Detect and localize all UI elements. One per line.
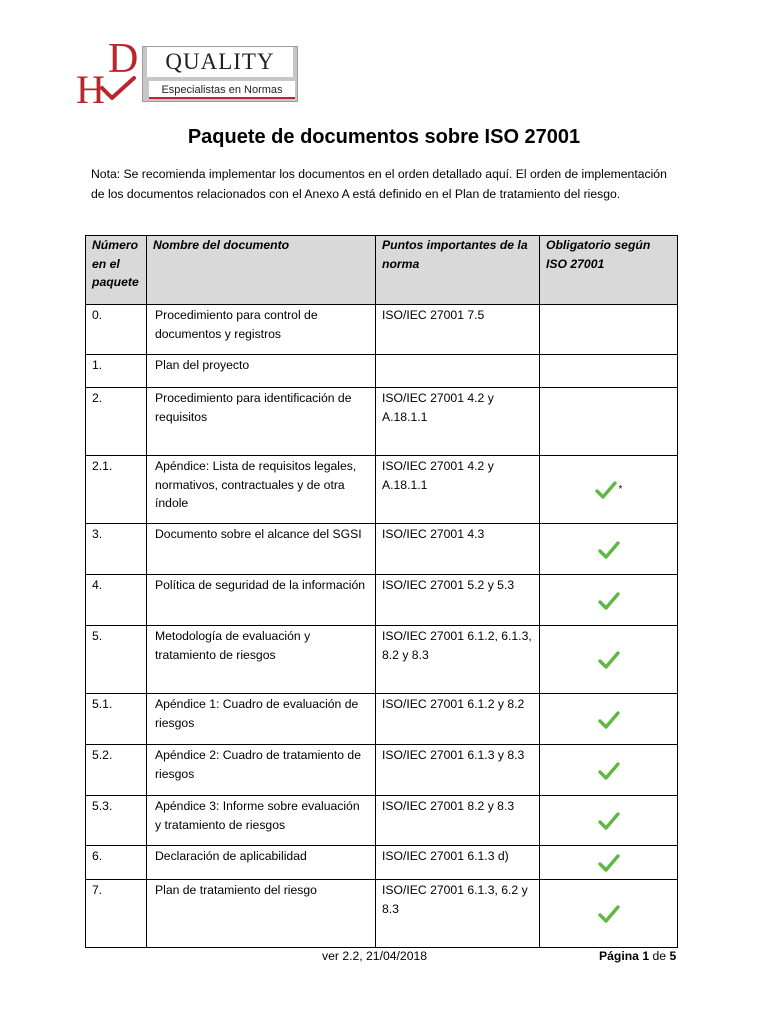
checkmark-icon xyxy=(598,540,620,560)
checkmark-icon xyxy=(598,710,620,730)
row-mandatory xyxy=(540,796,678,846)
table-row xyxy=(86,626,678,694)
row-mandatory xyxy=(540,355,678,388)
row-standard-points: ISO/IEC 27001 5.2 y 5.3 xyxy=(376,575,540,626)
row-number: 5.1. xyxy=(86,694,147,745)
logo-letter-h: H xyxy=(76,67,105,112)
row-document-name: Plan de tratamiento del riesgo xyxy=(147,880,376,948)
asterisk-note: * xyxy=(618,483,623,495)
note-paragraph: Nota: Se recomienda implementar los documentos en el orden detallado aquí. El orden de implementación de los documentos relacionados con el Anexo A está definido en el Plan de tratamiento del riesgo. xyxy=(91,167,667,201)
logo-check-icon xyxy=(100,76,136,102)
row-standard-points: ISO/IEC 27001 6.1.2 y 8.2 xyxy=(376,694,540,745)
row-document-name: Procedimiento para control de documentos y registros xyxy=(147,305,376,355)
checkmark-icon xyxy=(598,650,620,670)
row-standard-points: ISO/IEC 27001 4.3 xyxy=(376,524,540,575)
row-number: 7. xyxy=(86,880,147,948)
checkmark-icon xyxy=(598,853,620,873)
table-row xyxy=(86,456,678,524)
row-mandatory xyxy=(540,694,678,745)
header-number: Número en el paquete xyxy=(86,236,147,305)
row-number: 4. xyxy=(86,575,147,626)
table-row xyxy=(86,846,678,880)
table-header-row xyxy=(86,236,678,305)
checkmark-icon xyxy=(598,811,620,831)
row-number: 5.3. xyxy=(86,796,147,846)
page-current: 1 xyxy=(642,949,650,963)
row-mandatory xyxy=(540,305,678,355)
row-standard-points: ISO/IEC 27001 4.2 y A.18.1.1 xyxy=(376,456,540,524)
page-title: Paquete de documentos sobre ISO 27001 xyxy=(187,126,581,148)
row-mandatory xyxy=(540,524,678,575)
row-document-name: Documento sobre el alcance del SGSI xyxy=(147,524,376,575)
checkmark-icon xyxy=(598,761,620,781)
row-number: 2.1. xyxy=(86,456,147,524)
checkmark-icon xyxy=(595,480,617,500)
table-row xyxy=(86,880,678,948)
header-points: Puntos importantes de la norma xyxy=(376,236,540,305)
row-mandatory xyxy=(540,745,678,796)
row-mandatory xyxy=(540,846,678,880)
row-number: 6. xyxy=(86,846,147,880)
page-total: 5 xyxy=(669,949,677,963)
row-document-name: Política de seguridad de la información xyxy=(147,575,376,626)
documents-table xyxy=(85,235,678,948)
table-row xyxy=(86,796,678,846)
logo-box xyxy=(142,46,298,102)
row-mandatory xyxy=(540,388,678,456)
row-document-name: Apéndice: Lista de requisitos legales, normativos, contractuales y de otra índole xyxy=(147,456,376,524)
row-number: 5.2. xyxy=(86,745,147,796)
row-standard-points: ISO/IEC 27001 8.2 y 8.3 xyxy=(376,796,540,846)
checkmark-icon xyxy=(598,591,620,611)
table-row xyxy=(86,388,678,456)
row-mandatory xyxy=(540,456,678,524)
table-row xyxy=(86,694,678,745)
table-row xyxy=(86,524,678,575)
row-document-name: Procedimiento para identificación de requisitos xyxy=(147,388,376,456)
row-number: 3. xyxy=(86,524,147,575)
row-standard-points: ISO/IEC 27001 7.5 xyxy=(376,305,540,355)
logo-brand: QUALITY xyxy=(147,47,293,77)
row-document-name: Apéndice 3: Informe sobre evaluación y tratamiento de riesgos xyxy=(147,796,376,846)
logo-letter-d: D xyxy=(108,36,139,82)
row-document-name: Apéndice 2: Cuadro de tratamiento de riesgos xyxy=(147,745,376,796)
row-standard-points: ISO/IEC 27001 6.1.3 y 8.3 xyxy=(376,745,540,796)
row-document-name: Declaración de aplicabilidad xyxy=(147,846,376,880)
footer-page-number xyxy=(599,949,676,963)
row-document-name: Apéndice 1: Cuadro de evaluación de riesgos xyxy=(147,694,376,745)
header-mandatory: Obligatorio según ISO 27001 xyxy=(540,236,678,305)
table-row xyxy=(86,355,678,388)
table-row xyxy=(86,305,678,355)
row-document-name: Plan del proyecto xyxy=(147,355,376,388)
row-number: 0. xyxy=(86,305,147,355)
row-number: 1. xyxy=(86,355,147,388)
row-number: 5. xyxy=(86,626,147,694)
page-of: de xyxy=(652,949,667,963)
table-row xyxy=(86,575,678,626)
page-label: Página xyxy=(599,949,639,963)
header-name: Nombre del documento xyxy=(147,236,376,305)
row-mandatory xyxy=(540,880,678,948)
footer-version: ver 2.2, 21/04/2018 xyxy=(322,949,428,963)
row-document-name: Metodología de evaluación y tratamiento de riesgos xyxy=(147,626,376,694)
row-standard-points: ISO/IEC 27001 6.1.3, 6.2 y 8.3 xyxy=(376,880,540,948)
row-number: 2. xyxy=(86,388,147,456)
row-standard-points: ISO/IEC 27001 6.1.3 d) xyxy=(376,846,540,880)
row-standard-points: ISO/IEC 27001 4.2 y A.18.1.1 xyxy=(376,388,540,456)
logo-tagline: Especialistas en Normas xyxy=(149,81,295,99)
checkmark-icon xyxy=(598,904,620,924)
row-standard-points xyxy=(376,355,540,388)
row-mandatory xyxy=(540,575,678,626)
row-mandatory xyxy=(540,626,678,694)
table-row xyxy=(86,745,678,796)
company-logo xyxy=(76,36,300,112)
row-standard-points: ISO/IEC 27001 6.1.2, 6.1.3, 8.2 y 8.3 xyxy=(376,626,540,694)
